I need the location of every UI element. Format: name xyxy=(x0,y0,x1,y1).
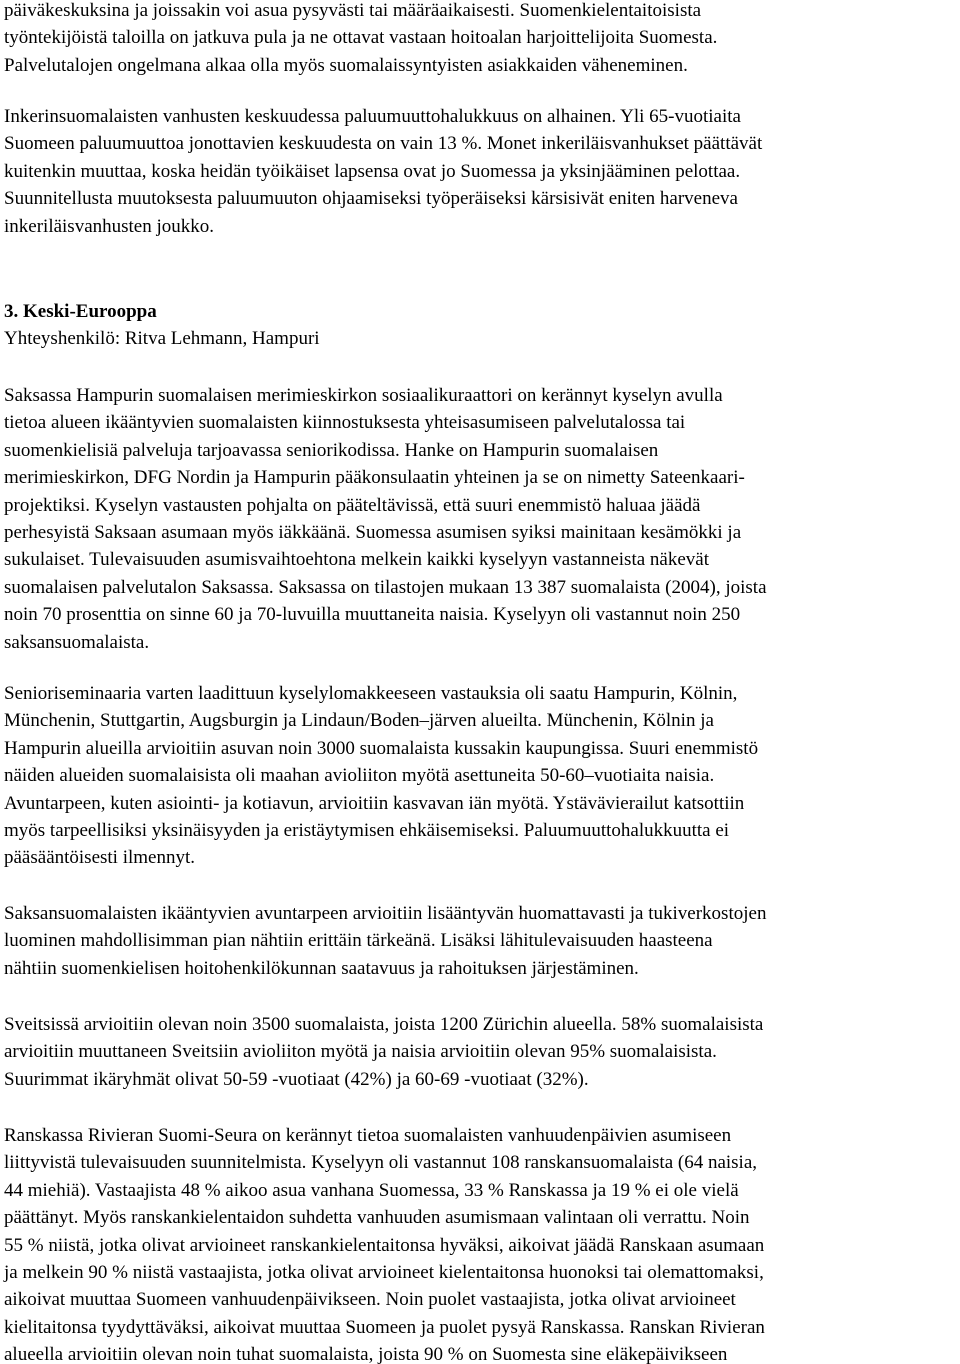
text-line: Suurimmat ikäryhmät olivat 50-59 -vuotiaat (42%) ja 60-69 -vuotiaat (32%). xyxy=(4,1068,589,1090)
section-title: Keski-Eurooppa xyxy=(23,301,157,322)
paragraph-switzerland xyxy=(4,1011,954,1093)
text-line: Hampurin alueilla arvioitiin asuvan noin 3000 suomalaista kussakin kaupungissa. Suuri enemmistö xyxy=(4,737,759,759)
text-line: perhesyistä Saksaan asumaan myös iäkkäänä. Suomessa asumisen syiksi mainitaan kesämökki ja xyxy=(4,522,742,544)
text-line: myös tarpeellisiksi yksinäisyyden ja eristäytymisen ehkäisemiseksi. Paluumuuttohalukkuutta ei xyxy=(4,820,730,842)
text-line: Ranskassa Rivieran Suomi-Seura on kerännyt tietoa suomalaisten vanhuudenpäivien asumiseen xyxy=(4,1125,732,1146)
section-number: 3. xyxy=(4,301,19,322)
text-line: työntekijöistä taloilla on jatkuva pula ja ne ottavat vastaan hoitoalan harjoittelijoita Suomesta. xyxy=(4,27,718,49)
text-line: arvioitiin muuttaneen Sveitsiin avioliiton myötä ja naisia arvioitiin olevan 95% suomalaisista. xyxy=(4,1041,717,1063)
text-line: nähtiin suomenkielisen hoitohenkilökunnan saatavuus ja rahoituksen järjestäminen. xyxy=(4,957,639,979)
text-line: Suunnitellusta muutoksesta paluumuuton ohjaamiseksi työperäiseksi kärsisivät eniten harveneva xyxy=(4,188,738,210)
text-line: kielitaitonsa tyydyttäväksi, aikoivat muuttaa Suomeen ja puolet pysyä Ranskassa. Ranskan Rivieran xyxy=(4,1316,765,1338)
text-line: Senioriseminaaria varten laadittuun kyselylomakkeeseen vastauksia oli saatu Hampurin, Kölnin, xyxy=(4,683,738,704)
intro-paragraph xyxy=(4,0,954,79)
text-line: päiväkeskuksina ja joissakin voi asua pysyvästi tai määräaikaisesti. Suomenkielentaitoisista xyxy=(4,0,702,21)
text-line: 55 % niistä, jotka olivat arvioineet ranskankielentaitonsa hyväksi, aikoivat jäädä Ranskaan asumaan xyxy=(4,1234,765,1256)
text-line: sukulaiset. Tulevaisuuden asumisvaihtoehtona melkein kaikki kyselyyn vastanneista näkevät xyxy=(4,549,709,571)
paragraph-support xyxy=(4,900,954,982)
section-header xyxy=(4,298,954,353)
text-line: alueella arvioitiin olevan noin tuhat suomalaista, joista 90 % on Suomesta sine eläkepäivikseen xyxy=(4,1344,728,1364)
section-contact: Yhteyshenkilö: Ritva Lehmann, Hampuri xyxy=(4,328,320,350)
text-line: 44 miehiä). Vastaajista 48 % aikoo asua vanhana Suomessa, 33 % Ranskassa ja 19 % ei ole vielä xyxy=(4,1179,739,1201)
text-line: Saksansuomalaisten ikääntyvien avuntarpeen arvioitiin lisääntyvän huomattavasti ja tukiverkostojen xyxy=(4,903,767,924)
text-line: näiden alueiden suomalaisista oli maahan avioliiton myötä asettuneita 50-60–vuotiaita naisia. xyxy=(4,765,715,787)
text-line: pääsääntöisesti ilmennyt. xyxy=(4,847,196,869)
text-line: ja melkein 90 % niistä vastaajista, jotka olivat arvioineet kielentaitonsa huonoksi tai olemattomaksi, xyxy=(4,1262,764,1284)
text-line: projektiksi. Kyselyn vastausten pohjalta on pääteltävissä, että suuri enemmistö haluaa jäädä xyxy=(4,494,701,516)
text-line: Inkerinsuomalaisten vanhusten keskuudessa paluumuuttohalukkuus on alhainen. Yli 65-vuotiaita xyxy=(4,106,741,127)
text-line: suomalaisen palvelutalon Saksassa. Saksassa on tilastojen mukaan 13 387 suomalaista (2004), joista xyxy=(4,576,767,598)
paragraph-seminar xyxy=(4,680,954,872)
text-line: luominen mahdollisimman pian nähtiin erittäin tärkeänä. Lisäksi lähitulevaisuuden haasteena xyxy=(4,930,713,952)
paragraph-france xyxy=(4,1122,954,1364)
text-line: merimieskirkon, DFG Nordin ja Hampurin pääkonsulaatin yhteinen ja se on nimetty Sateenkaari- xyxy=(4,467,745,489)
text-line: liittyvistä tulevaisuuden suunnitelmista. Kyselyyn oli vastannut 108 ranskansuomalaista (64 naisia, xyxy=(4,1152,758,1174)
text-line: noin 70 prosenttia on sinne 60 ja 70-luvuilla muuttaneita naisia. Kyselyyn oli vastannut noin 250 xyxy=(4,604,741,626)
inkeri-paragraph xyxy=(4,103,954,240)
text-line: päättänyt. Myös ranskankielentaidon suhdetta vanhuuden asumismaan valintaan oli verrattu. Noin xyxy=(4,1207,750,1229)
text-line: suomenkielisiä palveluja tarjoavassa seniorikodissa. Hanke on Hampurin suomalaisen xyxy=(4,439,659,461)
text-line: Suomeen paluumuuttoa jonottavien keskuudesta on vain 13 %. Monet inkeriläisvanhukset päättävät xyxy=(4,133,763,155)
text-line: inkeriläisvanhusten joukko. xyxy=(4,215,215,237)
text-line: Saksassa Hampurin suomalaisen merimieskirkon sosiaalikuraattori on kerännyt kyselyn avulla xyxy=(4,385,723,406)
text-line: Palvelutalojen ongelmana alkaa olla myös suomalaissyntyisten asiakkaiden väheneminen. xyxy=(4,54,688,76)
text-line: aikoivat muuttaa Suomeen vanhuudenpäivikseen. Noin puolet vastaajista, jotka olivat arvioineet xyxy=(4,1289,736,1311)
text-line: saksansuomalaista. xyxy=(4,631,150,653)
section-heading xyxy=(4,298,954,325)
paragraph-hamburg xyxy=(4,382,954,656)
text-line: Avuntarpeen, kuten asiointi- ja kotiavun, arvioitiin kasvavan iän myötä. Ystävävierailut katsottiin xyxy=(4,792,745,814)
text-line: tietoa alueen ikääntyvien suomalaisten kiinnostuksesta yhteisasumiseen palvelutalossa tai xyxy=(4,412,686,434)
text-line: Sveitsissä arvioitiin olevan noin 3500 suomalaista, joista 1200 Zürichin alueella. 58% suomalaisista xyxy=(4,1014,764,1035)
text-line: kuitenkin muuttaa, koska heidän työikäiset lapsensa ovat jo Suomessa ja yksinjääminen pelottaa. xyxy=(4,160,741,182)
text-line: Münchenin, Stuttgartin, Augsburgin ja Lindaun/Boden–järven alueilta. Münchenin, Kölnin ja xyxy=(4,710,714,732)
